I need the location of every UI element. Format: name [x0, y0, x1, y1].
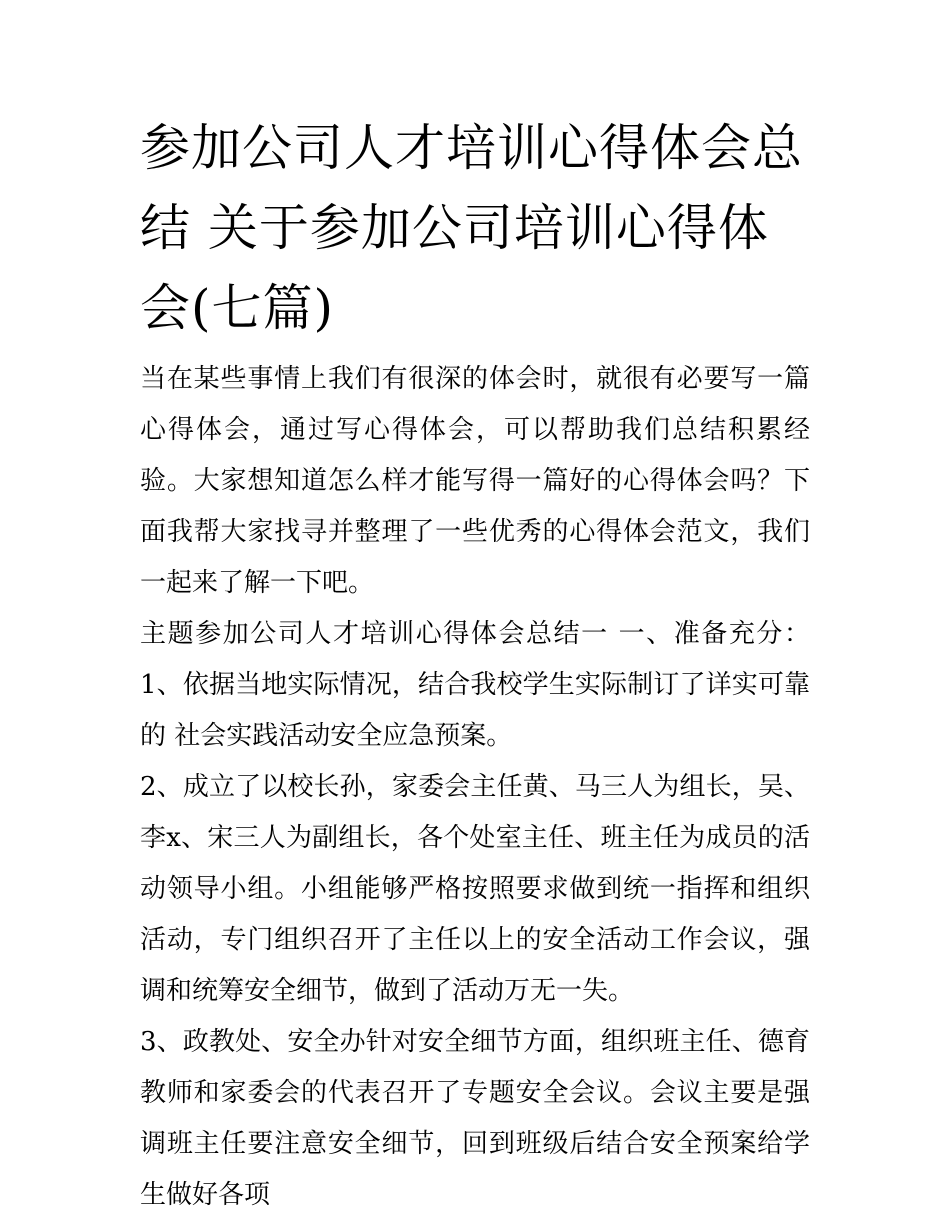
paragraph-intro: 当在某些事情上我们有很深的体会时，就很有必要写一篇心得体会，通过写心得体会，可以帮助我们总结积累经验。大家想知道怎么样才能写得一篇好的心得体会吗？下面我帮大家找寻并整理了一些优秀的心得体会范文，我们一起来了解一下吧。	[140, 364, 810, 598]
paragraph-leadership-group: 2、成立了以校长孙，家委会主任黄、马三人为组长，吴、李x、宋三人为副组长，各个处室主任、班主任为成员的活动领导小组。小组能够严格按照要求做到统一指挥和组织活动，专门组织召开了主任以上的安全活动工作会议，强调和统筹安全细节，做到了活动万无一失。	[140, 772, 810, 1006]
paragraph-preparation: 主题参加公司人才培训心得体会总结一 一、准备充分： 1、依据当地实际情况，结合我校学生实际制订了详实可靠的 社会实践活动安全应急预案。	[140, 619, 810, 751]
paragraph-safety-meeting: 3、政教处、安全办针对安全细节方面，组织班主任、德育教师和家委会的代表召开了专题安全会议。会议主要是强调班主任要注意安全细节，回到班级后结合安全预案给学生做好各项	[140, 1027, 810, 1210]
document-title: 参加公司人才培训心得体会总结 关于参加公司培训心得体会(七篇)	[140, 119, 803, 337]
